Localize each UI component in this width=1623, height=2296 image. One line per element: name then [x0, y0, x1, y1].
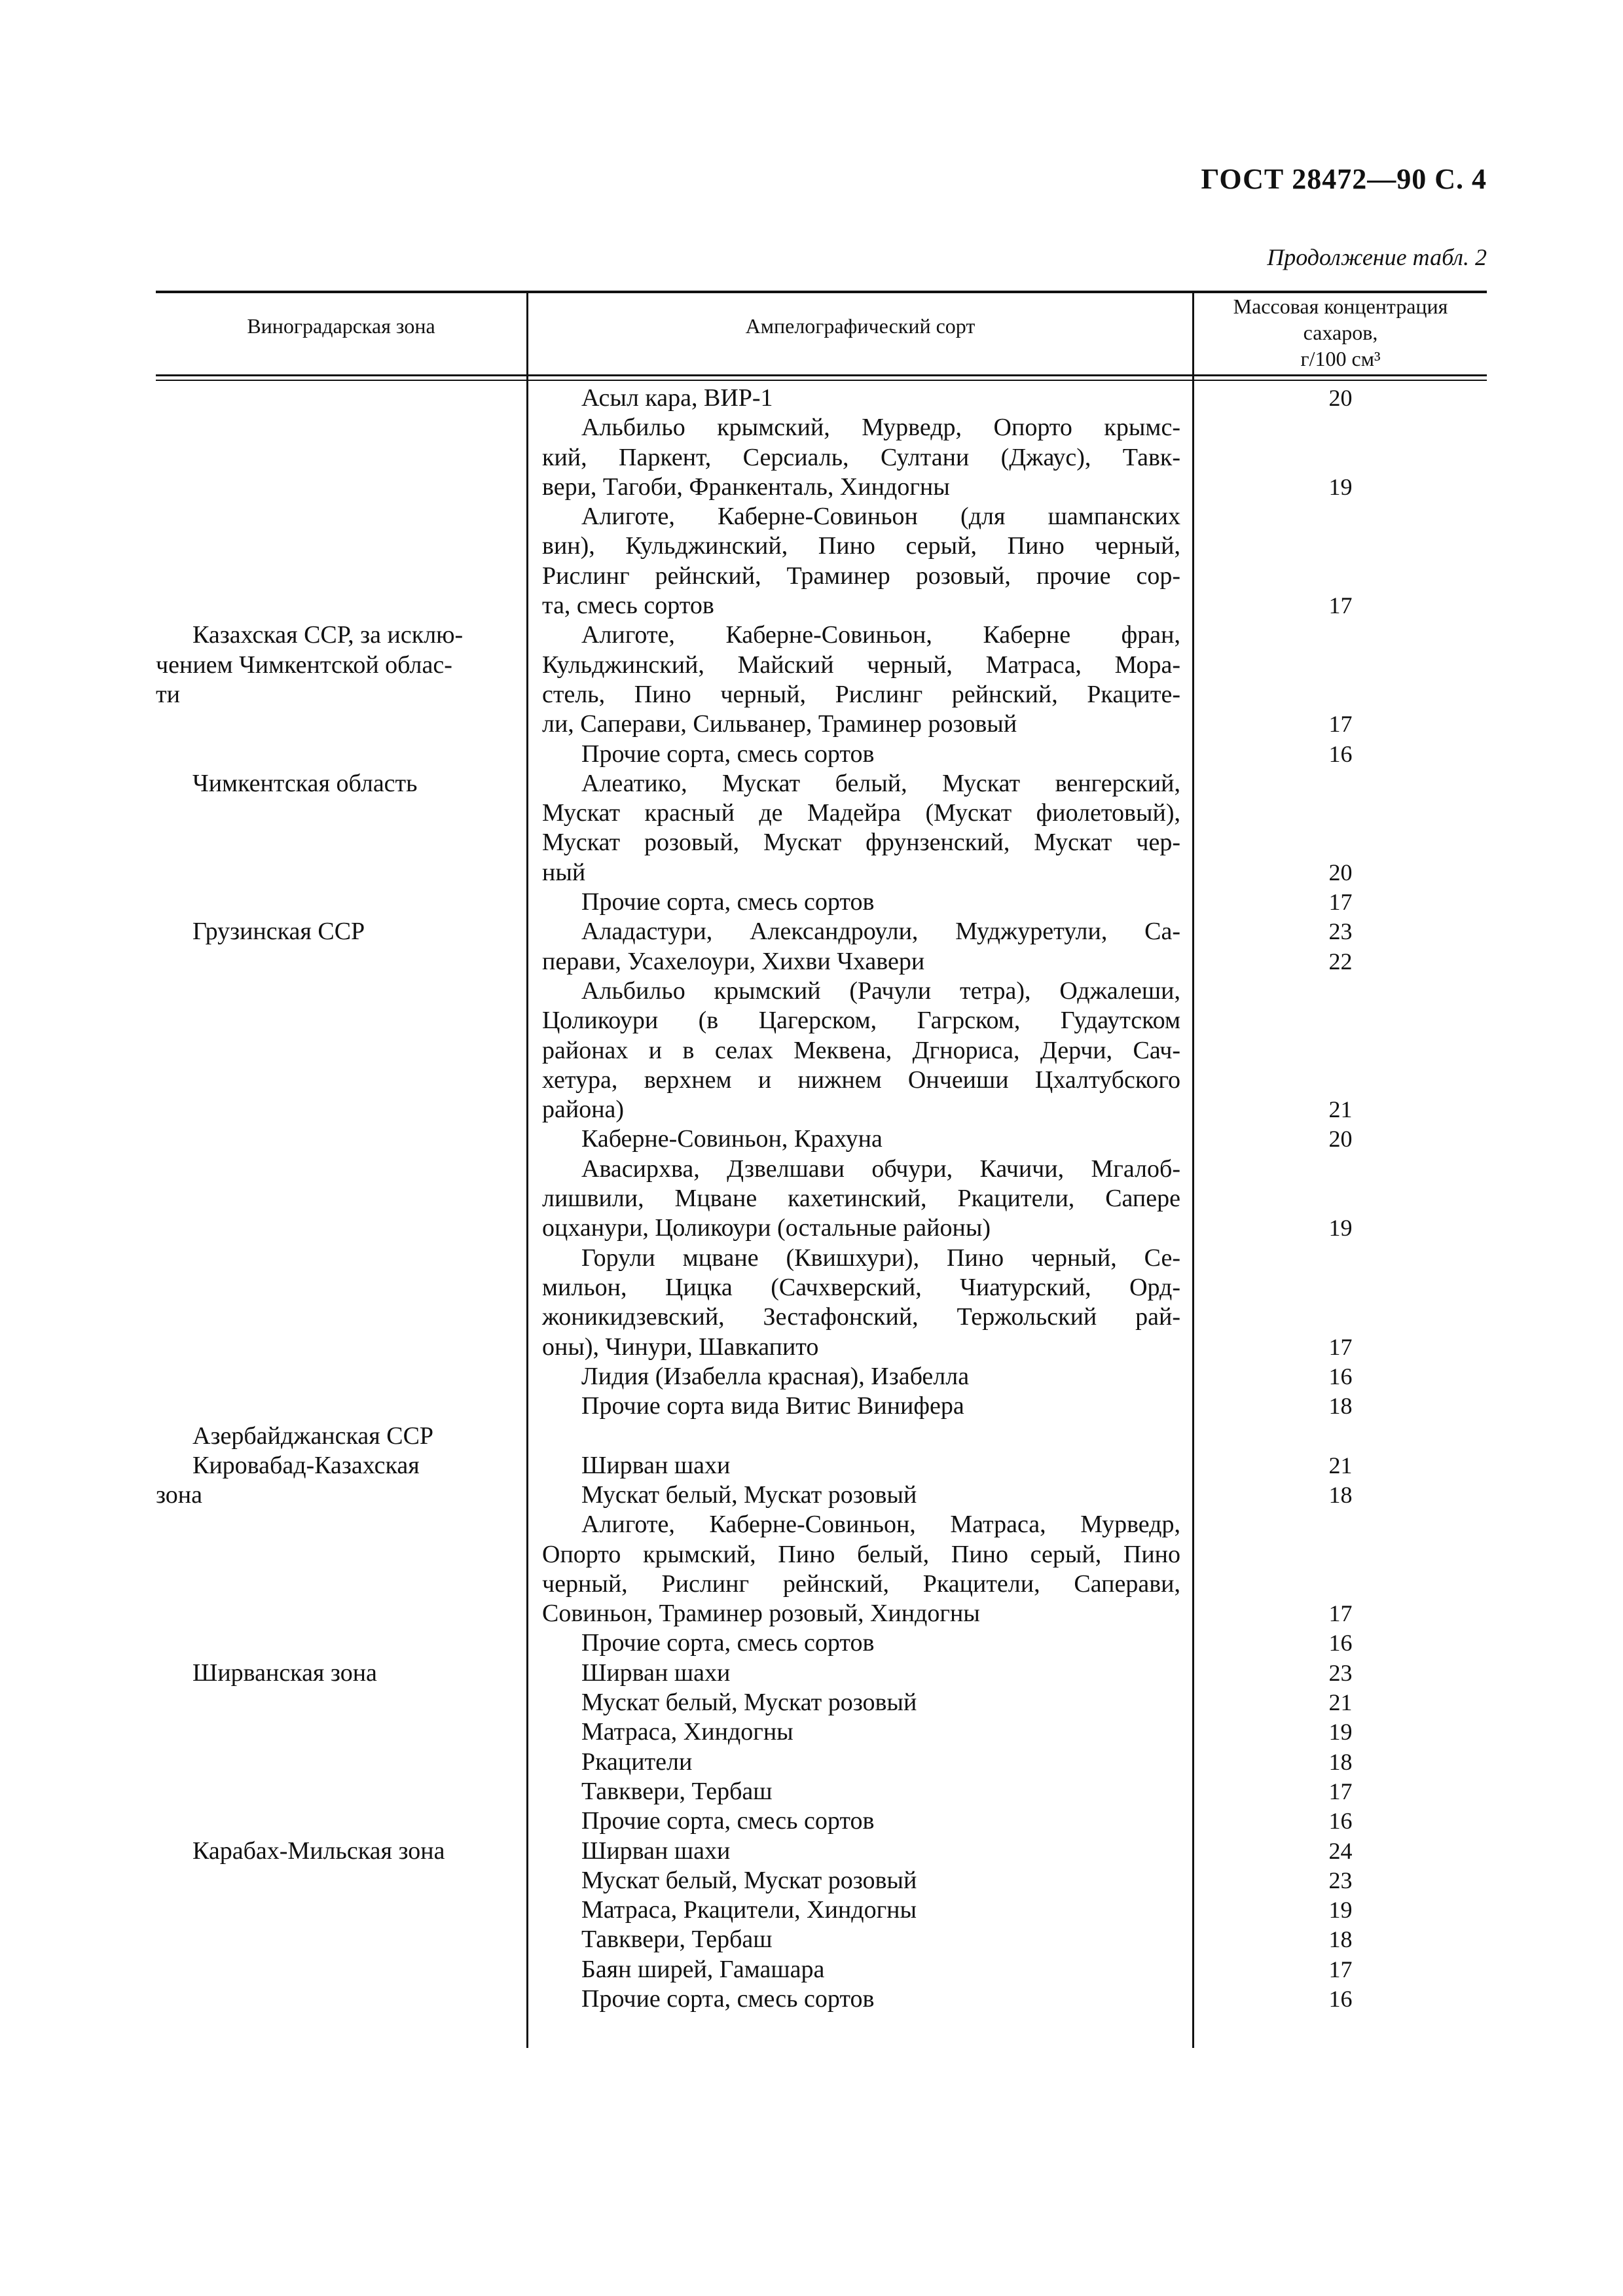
variety-line: Баян ширей, Гамашара — [581, 1955, 825, 1983]
sugar-value: 22 — [1328, 948, 1353, 975]
variety-line: перави, Усахелоури, Хихви Чхавери — [542, 947, 925, 975]
variety-line — [542, 1421, 1180, 1450]
sugar-value: 16 — [1328, 740, 1353, 767]
sugar-value: 17 — [1328, 711, 1353, 738]
table-continuation-label: Продолжение табл. 2 — [1267, 244, 1487, 270]
variety-line: Авасирхва, Дзвелшави обчури, Качичи, Мгалоб- — [581, 1155, 1180, 1183]
sugar-value-entry — [1194, 1984, 1487, 2014]
zone-label — [156, 1451, 496, 1511]
variety-entry — [542, 1777, 1180, 1806]
variety-line: Совиньон, Траминер розовый, Хиндогны — [542, 1600, 980, 1628]
sugar-value-entry — [1194, 1244, 1487, 1362]
sugar-value: 18 — [1328, 1926, 1353, 1953]
sugar-value: 19 — [1328, 1719, 1353, 1746]
variety-entry — [542, 977, 1180, 1124]
document-id-header: ГОСТ 28472—90 С. 4 — [1201, 163, 1487, 195]
variety-entry — [542, 769, 1180, 888]
sugar-value: 23 — [1328, 1867, 1353, 1893]
sugar-value-entry — [1194, 1955, 1487, 1984]
zone-label-line: Грузинская ССР — [192, 918, 365, 946]
sugar-value-entry — [1194, 1717, 1487, 1747]
sugar-value: 19 — [1328, 1897, 1353, 1924]
sugar-value: 18 — [1328, 1393, 1353, 1420]
variety-line: Мускат белый, Мускат розовый — [581, 1866, 917, 1894]
variety-line: мильон, Цицка (Сачхверский, Чиатурский, Орд- — [542, 1273, 1180, 1301]
sugar-value-entry — [1194, 1451, 1487, 1480]
variety-entry — [542, 384, 1180, 413]
variety-line: Матраса, Ркацители, Хиндогны — [581, 1896, 917, 1924]
variety-entry — [542, 1451, 1180, 1480]
variety-entry — [542, 1421, 1180, 1450]
variety-line: Асыл кара, ВИР-1 — [581, 384, 773, 412]
column-header-sugar-line: г/100 см³ — [1300, 347, 1381, 370]
variety-line: Алиготе, Каберне-Совиньон, Матраса, Мурведр, — [581, 1511, 1180, 1539]
sugar-value-entry — [1194, 1748, 1487, 1777]
zone-label — [156, 620, 496, 709]
sugar-value: 17 — [1328, 1600, 1353, 1627]
column-header-sugar-line: сахаров, — [1303, 321, 1378, 344]
variety-entry — [542, 1362, 1180, 1391]
sugar-value: 17 — [1328, 1333, 1353, 1360]
variety-entry — [542, 1866, 1180, 1895]
sugar-value: 19 — [1328, 473, 1353, 500]
sugar-value-entry — [1194, 1866, 1487, 1895]
variety-line: Мускат белый, Мускат розовый — [581, 1689, 917, 1717]
variety-line: оцханури, Цоликоури (остальные районы) — [542, 1214, 991, 1242]
sugar-value: 21 — [1328, 1452, 1353, 1479]
sugar-value: 20 — [1328, 385, 1353, 411]
variety-line: Прочие сорта, смесь сортов — [581, 888, 875, 916]
sugar-value-entry — [1194, 917, 1487, 977]
sugar-value: 21 — [1328, 1689, 1353, 1716]
variety-line: Прочие сорта, смесь сортов — [581, 1629, 875, 1657]
variety-line: Аладастури, Александроули, Муджуретули, Са- — [581, 918, 1180, 946]
zone-label-line: Азербайджанская ССР — [192, 1422, 434, 1450]
column-header-sugar-line: Массовая концентрация — [1233, 295, 1448, 318]
variety-line: Ширван шахи — [581, 1451, 731, 1479]
variety-entry — [542, 1480, 1180, 1510]
variety-entry — [542, 1748, 1180, 1777]
variety-line: Ширван шахи — [581, 1837, 731, 1865]
sugar-value-entry — [1194, 1480, 1487, 1510]
sugar-value: 16 — [1328, 1808, 1353, 1835]
variety-line: ли, Саперави, Сильванер, Траминер розовый — [542, 710, 1017, 738]
variety-line: Мускат розовый, Мускат фрунзенский, Мускат чер- — [542, 829, 1180, 857]
variety-line: Прочие сорта вида Витис Винифера — [581, 1392, 964, 1420]
variety-entry — [542, 1717, 1180, 1747]
variety-line: оны), Чинури, Шавкапито — [542, 1333, 819, 1361]
sugar-value-entry — [1194, 1155, 1487, 1244]
variety-line: Прочие сорта, смесь сортов — [581, 1985, 875, 2013]
sugar-value: 24 — [1328, 1837, 1353, 1864]
sugar-value-entry — [1194, 1391, 1487, 1421]
zone-label — [156, 769, 496, 798]
variety-entry — [542, 1510, 1180, 1628]
sugar-value: 17 — [1328, 1778, 1353, 1804]
zone-label — [156, 917, 496, 946]
variety-line: Цоликоури (в Цагерском, Гагрском, Гудаутском — [542, 1007, 1180, 1035]
variety-line: Тавквери, Тербаш — [581, 1777, 773, 1805]
sugar-value-entry — [1194, 888, 1487, 917]
sugar-value-entry — [1194, 1362, 1487, 1391]
variety-line: районах и в селах Меквена, Дгнориса, Дерчи, Сач- — [542, 1036, 1180, 1064]
variety-line: Ширван шахи — [581, 1659, 731, 1687]
variety-entry — [542, 1124, 1180, 1154]
sugar-value: 16 — [1328, 1986, 1353, 2013]
variety-entry — [542, 1155, 1180, 1244]
variety-line: ный — [542, 858, 586, 886]
variety-entry — [542, 1244, 1180, 1362]
sugar-value-entry — [1194, 1895, 1487, 1925]
variety-entry — [542, 1895, 1180, 1925]
variety-entry — [542, 1925, 1180, 1954]
zone-label-line: Карабах-Мильская зона — [192, 1837, 445, 1865]
zone-label-line: Ширванская зона — [192, 1659, 377, 1687]
variety-line: вери, Тагоби, Франкенталь, Хиндогны — [542, 473, 950, 501]
sugar-concentration-table — [156, 291, 1487, 2048]
variety-line: Альбильо крымский, Мурведр, Опорто крымс- — [581, 414, 1180, 442]
variety-line: жоникидзевский, Зестафонский, Тержольский рай- — [542, 1303, 1180, 1331]
zone-label — [156, 1422, 496, 1451]
variety-line: Ркацители — [581, 1748, 693, 1776]
variety-entry — [542, 502, 1180, 620]
variety-line: района) — [542, 1096, 625, 1124]
variety-line: та, смесь сортов — [542, 592, 714, 620]
sugar-value: 16 — [1328, 1363, 1353, 1390]
header-bottom-rule-2 — [156, 380, 1487, 381]
sugar-value-entry — [1194, 1628, 1487, 1658]
variety-line: Альбильо крымский (Рачули тетра), Оджалеши, — [581, 977, 1180, 1005]
sugar-value-entry — [1194, 1925, 1487, 1954]
variety-line: Кульджинский, Майский черный, Матраса, Мора- — [542, 651, 1180, 679]
variety-line: Алиготе, Каберне-Совиньон, Каберне фран, — [581, 621, 1180, 649]
variety-line: Мускат белый, Мускат розовый — [581, 1480, 917, 1509]
sugar-value-entry — [1194, 620, 1487, 739]
zone-label — [156, 1837, 496, 1866]
variety-entry — [542, 1806, 1180, 1836]
sugar-value: 17 — [1328, 1956, 1353, 1982]
variety-entry — [542, 888, 1180, 917]
sugar-value-entry — [1194, 1806, 1487, 1836]
sugar-value-entry — [1194, 769, 1487, 888]
column-header-variety: Ампелографический сорт — [745, 314, 976, 338]
variety-line: стель, Пино черный, Рислинг рейнский, Ркаците- — [542, 680, 1180, 708]
zone-label — [156, 1659, 496, 1688]
sugar-value: 17 — [1328, 592, 1353, 619]
variety-line: Опорто крымский, Пино белый, Пино серый, Пино — [542, 1540, 1180, 1568]
variety-entry — [542, 1391, 1180, 1421]
zone-label-line: Казахская ССР, за исклю- — [192, 621, 464, 649]
variety-line: Алиготе, Каберне-Совиньон (для шампанских — [581, 503, 1180, 531]
variety-line: кий, Паркент, Серсиаль, Султани (Джаус), Тавк- — [542, 443, 1180, 471]
variety-line: Мускат красный де Мадейра (Мускат фиолетовый), — [542, 799, 1180, 827]
sugar-value-column — [1194, 384, 1487, 2014]
variety-column — [542, 384, 1180, 2014]
variety-line: черный, Рислинг рейнский, Ркацители, Саперави, — [542, 1570, 1180, 1598]
variety-line: Лидия (Изабелла красная), Изабелла — [581, 1362, 970, 1390]
variety-line: Прочие сорта, смесь сортов — [581, 1807, 875, 1835]
sugar-value: 21 — [1328, 1096, 1353, 1123]
variety-entry — [542, 740, 1180, 769]
sugar-value-entry — [1194, 1421, 1487, 1450]
sugar-value-entry — [1194, 1510, 1487, 1628]
column-divider-1 — [526, 291, 528, 2048]
variety-entry — [542, 1955, 1180, 1984]
variety-entry — [542, 1688, 1180, 1717]
variety-entry — [542, 620, 1180, 739]
variety-entry — [542, 1659, 1180, 1688]
variety-entry — [542, 1837, 1180, 1866]
sugar-value-entry — [1194, 740, 1487, 769]
sugar-value-entry — [1194, 1837, 1487, 1866]
variety-line: Алеатико, Мускат белый, Мускат венгерский, — [581, 769, 1180, 797]
variety-line: хетура, верхнем и нижнем Ончеиши Цхалтубского — [542, 1066, 1180, 1094]
sugar-value: 17 — [1328, 889, 1353, 916]
zone-label-line: ти — [156, 680, 180, 708]
sugar-value — [1194, 1421, 1487, 1450]
column-header-sugar-concentration — [1194, 293, 1487, 372]
zone-label-line: зона — [156, 1481, 202, 1509]
variety-line: лишвили, Мцване кахетинский, Ркацители, Сапере — [542, 1185, 1180, 1213]
sugar-value: 16 — [1328, 1630, 1353, 1657]
variety-entry — [542, 413, 1180, 502]
sugar-value-entry — [1194, 1688, 1487, 1717]
column-header-zone: Виноградарская зона — [247, 314, 435, 338]
sugar-value: 19 — [1328, 1215, 1353, 1242]
variety-line: вин), Кульджинский, Пино серый, Пино черный, — [542, 532, 1180, 560]
sugar-value: 23 — [1328, 1659, 1353, 1686]
sugar-value-entry — [1194, 1777, 1487, 1806]
zone-label-line: чением Чимкентской облас- — [156, 651, 452, 679]
variety-entry — [542, 917, 1180, 977]
variety-line: Рислинг рейнский, Траминер розовый, прочие сор- — [542, 562, 1180, 590]
sugar-value: 18 — [1328, 1748, 1353, 1775]
variety-entry — [542, 1984, 1180, 2014]
sugar-value: 20 — [1328, 859, 1353, 886]
sugar-value: 23 — [1328, 918, 1353, 945]
sugar-value-entry — [1194, 413, 1487, 502]
sugar-value-entry — [1194, 502, 1487, 620]
variety-line: Матраса, Хиндогны — [581, 1718, 793, 1746]
variety-line: Прочие сорта, смесь сортов — [581, 740, 875, 768]
variety-line: Тавквери, Тербаш — [581, 1926, 773, 1954]
sugar-value-entry — [1194, 384, 1487, 413]
header-bottom-rule — [156, 374, 1487, 376]
sugar-value: 18 — [1328, 1481, 1353, 1508]
sugar-value-entry — [1194, 1659, 1487, 1688]
sugar-value-entry — [1194, 977, 1487, 1124]
zone-label-line: Чимкентская область — [192, 769, 418, 797]
sugar-value-entry — [1194, 1124, 1487, 1154]
variety-line: Горули мцване (Квишхури), Пино черный, Се- — [581, 1244, 1180, 1272]
zone-label-line: Кировабад-Казахская — [192, 1451, 420, 1479]
variety-line: Каберне-Совиньон, Крахуна — [581, 1125, 883, 1153]
sugar-value: 20 — [1328, 1126, 1353, 1153]
variety-entry — [542, 1628, 1180, 1658]
